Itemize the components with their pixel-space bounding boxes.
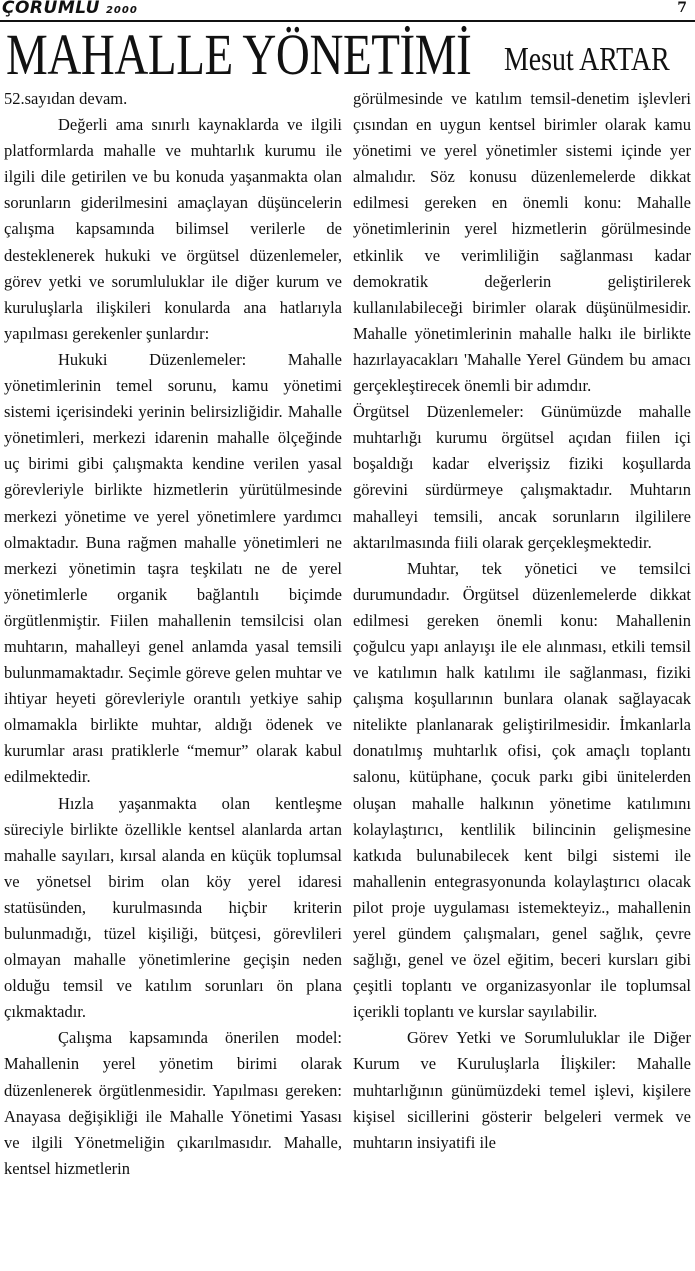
publication-masthead bbox=[2, 0, 138, 18]
publication-year: 2000 bbox=[105, 5, 138, 16]
paragraph: görülmesinde ve katılım temsil-denetim işlevleri çısından en uygun kentsel birimler olarak kamu yönetimi ve yerel yönetimler sistemi içinde yer almalıdır. Söz konusu düzenlemelerde dikkat edilmesi gereken en önemli konu: Mahalle yönetimlerinin yerel hizmetlerin görülmesinde etkinlik ve verimliliğin sağlanması kadar demokratik değerlerin geliştirilerek kullanılabileceği birimler olarak düşünülmesidir. Mahalle yönetimlerinin mahalle halkı ile birlikte hazırlayacakları 'Mahalle Yerel Gündem bu amacı gerçekleştirecek önemli bir adımdır. bbox=[353, 89, 691, 396]
article-title: MAHALLE YÖNETİMİ bbox=[6, 22, 472, 87]
paragraph: Örgütsel Düzenlemeler: Günümüzde mahalle muhtarlığı kurumu örgütsel açıdan fiilen içi boşaldığı kadar elverişsiz fiziki koşullarda görevini sürdürmeye çalışmaktadır. Muhtarın mahalleyi temsili, ancak sorunların ilgililere aktarılmasında fiili olarak gerçekleşmektedir. bbox=[353, 402, 691, 552]
page-header bbox=[0, 0, 695, 20]
paragraph: Değerli ama sınırlı kaynaklarda ve ilgili platformlarda mahalle ve muhtarlık kurumu ile ilgili dile getirilen ve bu konuda yaşanmakta olan sorunların giderilmesini amaçlayan düşüncelerin çalışma kapsamında bilimsel verilerle de desteklenerek hukuki ve örgütsel düzenlemeler, görev yetki ve sorumluluklar ile diğer kurum ve kuruluşlarla ilişkileri konularda ana hatlarıyla yapılması gerekenler şunlardır: bbox=[4, 115, 342, 343]
paragraph: Hızla yaşanmakta olan kentleşme süreciyle birlikte özellikle kentsel alanlarda artan mahalle sayıları, kırsal alanda en küçük toplumsal ve yönetsel birim olan köy yerel idaresi statüsünden, kurulmasında hiçbir kriterin bulunmadığı, tüzel kişiliği, bütçesi, görevlileri olmayan mahalle yönetimlerine geçişin neden olduğu temsil ve katılım sorunları ön plana çıkmaktadır. bbox=[4, 793, 342, 1022]
article-author: Mesut ARTAR bbox=[504, 41, 670, 78]
article-column-right bbox=[353, 86, 691, 1156]
paragraph: Hukuki Düzenlemeler: Mahalle yönetimlerinin temel sorunu, kamu yönetimi sistemi içerisindeki yerinin belirsizliğidir. Mahalle yönetimleri, merkezi idarenin mahalle ölçeğinde uç birimi gibi çalışmakta kendine verilen yasal görevleriyle birlikte hizmetlerin yürütülmesinde merkezi yönetime ve yerel yönetimlere yardımcı olmaktadır. Buna rağmen mahalle yönetimleri ne merkezi yönetimin taşra teşkilatı ne de yerel yönetimlerle organik bağlantılı biçimde örgütlenmiştir. Fiilen mahallenin temsilcisi olan muhtarın, mahalleyi genel anlamda yasal temsili bulunmamaktadır. Seçimle göreve gelen muhtar ve ihtiyar heyeti görevleriyle orantılı yetkiye sahip olmamakla birlikte muhtar, aldığı ödenek ve kurumlar arası pratiklerle “memur” olarak kabul edilmektedir. bbox=[4, 349, 342, 787]
paragraph: Çalışma kapsamında önerilen model: Mahallenin yerel yönetim birimi olarak düzenlenerek örgütlenmesidir. Yapılması gereken: Anayasa değişikliği ile Mahalle Yönetimi Yasası ve ilgili Yönetmeliğin çıkarılmasıdır. Mahalle, kentsel hizmetlerin bbox=[4, 1028, 342, 1178]
article-column-left bbox=[4, 86, 342, 1182]
publication-name: ÇORUMLU bbox=[2, 0, 100, 18]
article-title-row bbox=[6, 22, 691, 87]
paragraph: Muhtar, tek yönetici ve temsilci durumundadır. Örgütsel düzenlemelerde dikkat edilmesi gereken önemli konu: Mahallenin çoğulcu yapı anlayışı ile ele alınması, etkili temsil ve katılımın halk katılımı ile sağlanması, fiziki çalışma koşullarının bunlara olanak sağlayacak nitelikte planlanarak geliştirilmesidir. İmkanlarla donatılmış muhtarlık ofisi, çok amaçlı toplantı salonu, kütüphane, çocuk parkı gibi ünitelerden oluşan mahalle halkının yönetime katılımını kolaylaştırıcı, kentlilik bilincinin gelişmesine katkıda bulunabilecek kent bilgi sistemi ile mahallenin entegrasyonunda kolaylaştırıcı olacak pilot proje uygulaması istemekteyiz., mahallenin yerel gündem çalışmaları, genel sağlık, çevre sağlığı, genel ve özel eğitim, beceri kursları gibi çeşitli toplantı ve organizasyonlar ile toplumsal içerikli toplantı ve kurslar sayılabilir. bbox=[353, 558, 691, 1022]
page-number: 7 bbox=[677, 0, 687, 16]
paragraph: Görev Yetki ve Sorumluluklar ile Diğer Kurum ve Kuruluşlarla İlişkiler: Mahalle muhtarlığının günümüzdeki temel işlevi, kişilere kişisel sicillerini gösterir belgeleri vermek ve muhtarın insiyatifi ile bbox=[353, 1028, 691, 1152]
continuation-note: 52.sayıdan devam. bbox=[4, 89, 128, 108]
